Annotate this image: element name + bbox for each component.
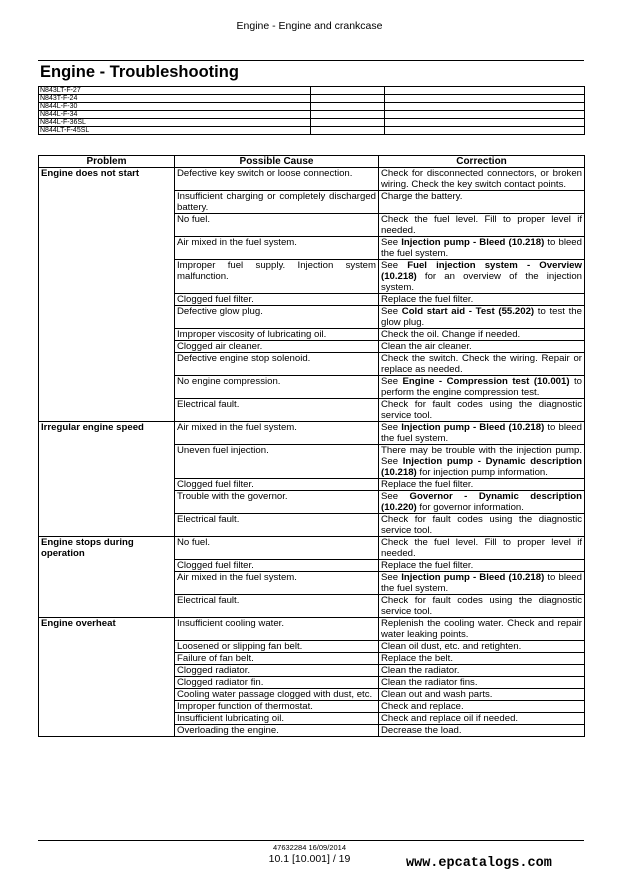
model-empty-cell — [385, 95, 585, 103]
correction-cell — [379, 641, 585, 653]
correction-cell — [379, 725, 585, 737]
correction-text: Check the fuel level. Fill to proper level if needed. — [381, 214, 582, 236]
model-code: N843LT-F-27 — [39, 87, 311, 95]
correction-text: to bleed the fuel system. — [381, 237, 582, 259]
page-title: Engine - Troubleshooting — [40, 63, 239, 81]
troubleshooting-table — [38, 155, 585, 737]
model-empty-cell — [385, 127, 585, 135]
correction-cell — [379, 572, 585, 595]
footer-rule — [38, 840, 584, 841]
cause-cell: Clogged fuel filter. — [175, 294, 379, 306]
cross-reference: Injection pump - Bleed (10.218) — [401, 237, 545, 248]
cross-reference: Injection pump - Dynamic description (10.218) — [381, 456, 582, 478]
correction-text: Charge the battery. — [381, 191, 463, 202]
column-header-cause: Possible Cause — [175, 156, 379, 168]
correction-cell — [379, 514, 585, 537]
correction-text: for injection pump information. — [416, 467, 548, 478]
correction-text: Check and replace. — [381, 701, 464, 712]
cause-cell: Air mixed in the fuel system. — [175, 572, 379, 595]
model-code: N844LT-F-45SL — [39, 127, 311, 135]
correction-cell — [379, 701, 585, 713]
correction-text: for an overview of the injection system. — [381, 271, 582, 293]
model-row — [39, 87, 585, 95]
table-row — [39, 537, 585, 560]
correction-text: to test the glow plug. — [381, 306, 582, 328]
model-empty-cell — [311, 111, 385, 119]
cause-cell: No engine compression. — [175, 376, 379, 399]
cause-cell: Overloading the engine. — [175, 725, 379, 737]
cause-cell: Clogged fuel filter. — [175, 479, 379, 491]
correction-cell — [379, 713, 585, 725]
cause-cell: No fuel. — [175, 537, 379, 560]
correction-text: Clean out and wash parts. — [381, 689, 493, 700]
cause-cell: Air mixed in the fuel system. — [175, 237, 379, 260]
correction-cell — [379, 479, 585, 491]
correction-text: Check for fault codes using the diagnostic service tool. — [381, 595, 582, 617]
correction-text: Clean the radiator. — [381, 665, 460, 676]
cause-cell: Insufficient charging or completely discharged battery. — [175, 191, 379, 214]
correction-text: Clean the radiator fins. — [381, 677, 478, 688]
model-empty-cell — [311, 87, 385, 95]
cross-reference: Cold start aid - Test (55.202) — [401, 306, 535, 317]
cause-cell: Trouble with the governor. — [175, 491, 379, 514]
correction-text: Replenish the cooling water. Check and repair water leaking points. — [381, 618, 582, 640]
model-row — [39, 119, 585, 127]
correction-cell — [379, 445, 585, 479]
correction-text: Decrease the load. — [381, 725, 462, 736]
correction-cell — [379, 260, 585, 294]
cause-cell: Clogged radiator fin. — [175, 677, 379, 689]
model-code: N843T-F-24 — [39, 95, 311, 103]
cause-cell: Failure of fan belt. — [175, 653, 379, 665]
cause-cell: Uneven fuel injection. — [175, 445, 379, 479]
cause-cell: Insufficient cooling water. — [175, 618, 379, 641]
model-empty-cell — [311, 95, 385, 103]
correction-text: Check the switch. Check the wiring. Repair or replace as needed. — [381, 353, 582, 375]
correction-text: Replace the fuel filter. — [381, 479, 474, 490]
table-row — [39, 618, 585, 641]
cross-reference: Injection pump - Bleed (10.218) — [401, 422, 545, 433]
correction-text: Replace the fuel filter. — [381, 294, 474, 305]
correction-text: See — [381, 572, 402, 583]
table-header-row — [39, 156, 585, 168]
cause-cell: Electrical fault. — [175, 514, 379, 537]
watermark: www.epcatalogs.com — [406, 856, 552, 871]
correction-text: to bleed the fuel system. — [381, 422, 582, 444]
cause-cell: Electrical fault. — [175, 595, 379, 618]
correction-cell — [379, 677, 585, 689]
model-empty-cell — [385, 87, 585, 95]
column-header-correction: Correction — [379, 156, 585, 168]
model-row — [39, 127, 585, 135]
correction-text: See — [381, 237, 402, 248]
problem-cell: Engine overheat — [39, 618, 175, 737]
correction-cell — [379, 306, 585, 329]
cause-cell: Defective engine stop solenoid. — [175, 353, 379, 376]
correction-cell — [379, 595, 585, 618]
correction-text: Replace the fuel filter. — [381, 560, 474, 571]
problem-cell: Irregular engine speed — [39, 422, 175, 537]
model-empty-cell — [385, 103, 585, 111]
cause-cell: Clogged radiator. — [175, 665, 379, 677]
correction-text: See — [381, 376, 403, 387]
model-applicability-table — [38, 86, 585, 135]
correction-text: See — [381, 260, 408, 271]
column-header-problem: Problem — [39, 156, 175, 168]
correction-cell — [379, 491, 585, 514]
correction-cell — [379, 353, 585, 376]
model-empty-cell — [311, 119, 385, 127]
correction-text: to bleed the fuel system. — [381, 572, 582, 594]
correction-cell — [379, 560, 585, 572]
correction-text: See — [381, 422, 402, 433]
problem-cell: Engine stops during operation — [39, 537, 175, 618]
correction-text: Check the fuel level. Fill to proper level if needed. — [381, 537, 582, 559]
cause-cell: Improper fuel supply. Injection system malfunction. — [175, 260, 379, 294]
cross-reference: Governor - Dynamic description (10.220) — [381, 491, 582, 513]
correction-cell — [379, 422, 585, 445]
correction-text: to perform the engine compression test. — [381, 376, 582, 398]
correction-text: See — [381, 306, 402, 317]
correction-text: There may be trouble with the injection pump. See — [381, 445, 582, 467]
cause-cell: Electrical fault. — [175, 399, 379, 422]
model-empty-cell — [311, 103, 385, 111]
correction-text: Clean oil dust, etc. and retighten. — [381, 641, 522, 652]
cause-cell: Clogged air cleaner. — [175, 341, 379, 353]
correction-cell — [379, 537, 585, 560]
cause-cell: Loosened or slipping fan belt. — [175, 641, 379, 653]
correction-cell — [379, 665, 585, 677]
cause-cell: Defective glow plug. — [175, 306, 379, 329]
correction-text: Check for fault codes using the diagnostic service tool. — [381, 514, 582, 536]
model-row — [39, 103, 585, 111]
correction-cell — [379, 618, 585, 641]
correction-cell — [379, 294, 585, 306]
correction-cell — [379, 214, 585, 237]
cause-cell: Insufficient lubricating oil. — [175, 713, 379, 725]
document-reference: 47632284 16/09/2014 — [273, 843, 346, 852]
correction-text: See — [381, 491, 410, 502]
correction-text: Check for fault codes using the diagnostic service tool. — [381, 399, 582, 421]
model-empty-cell — [311, 127, 385, 135]
correction-text: for governor information. — [416, 502, 524, 513]
model-code: N844L-F-30 — [39, 103, 311, 111]
title-top-rule — [38, 60, 584, 61]
correction-cell — [379, 341, 585, 353]
correction-text: Clean the air cleaner. — [381, 341, 472, 352]
cross-reference: Engine - Compression test (10.001) — [402, 376, 570, 387]
correction-cell — [379, 168, 585, 191]
cause-cell: No fuel. — [175, 214, 379, 237]
cause-cell: Air mixed in the fuel system. — [175, 422, 379, 445]
model-row — [39, 95, 585, 103]
correction-cell — [379, 689, 585, 701]
model-empty-cell — [385, 111, 585, 119]
model-row — [39, 111, 585, 119]
page-number: 10.1 [10.001] / 19 — [268, 853, 351, 865]
correction-cell — [379, 191, 585, 214]
cause-cell: Improper viscosity of lubricating oil. — [175, 329, 379, 341]
cause-cell: Clogged fuel filter. — [175, 560, 379, 572]
cause-cell: Improper function of thermostat. — [175, 701, 379, 713]
table-row — [39, 422, 585, 445]
correction-text: Replace the belt. — [381, 653, 453, 664]
cross-reference: Fuel injection system - Overview (10.218) — [381, 260, 582, 282]
correction-cell — [379, 237, 585, 260]
correction-text: Check the oil. Change if needed. — [381, 329, 521, 340]
correction-text: Check for disconnected connectors, or broken wiring. Check the key switch contact points. — [381, 168, 582, 190]
cause-cell: Defective key switch or loose connection. — [175, 168, 379, 191]
correction-cell — [379, 329, 585, 341]
correction-text: Check and replace oil if needed. — [381, 713, 519, 724]
cross-reference: Injection pump - Bleed (10.218) — [401, 572, 545, 583]
model-code: N844L-F-36SL — [39, 119, 311, 127]
table-row — [39, 168, 585, 191]
correction-cell — [379, 653, 585, 665]
cause-cell: Cooling water passage clogged with dust, etc. — [175, 689, 379, 701]
running-header: Engine - Engine and crankcase — [236, 20, 383, 32]
correction-cell — [379, 399, 585, 422]
model-empty-cell — [385, 119, 585, 127]
model-code: N844L-F-34 — [39, 111, 311, 119]
problem-cell: Engine does not start — [39, 168, 175, 422]
correction-cell — [379, 376, 585, 399]
